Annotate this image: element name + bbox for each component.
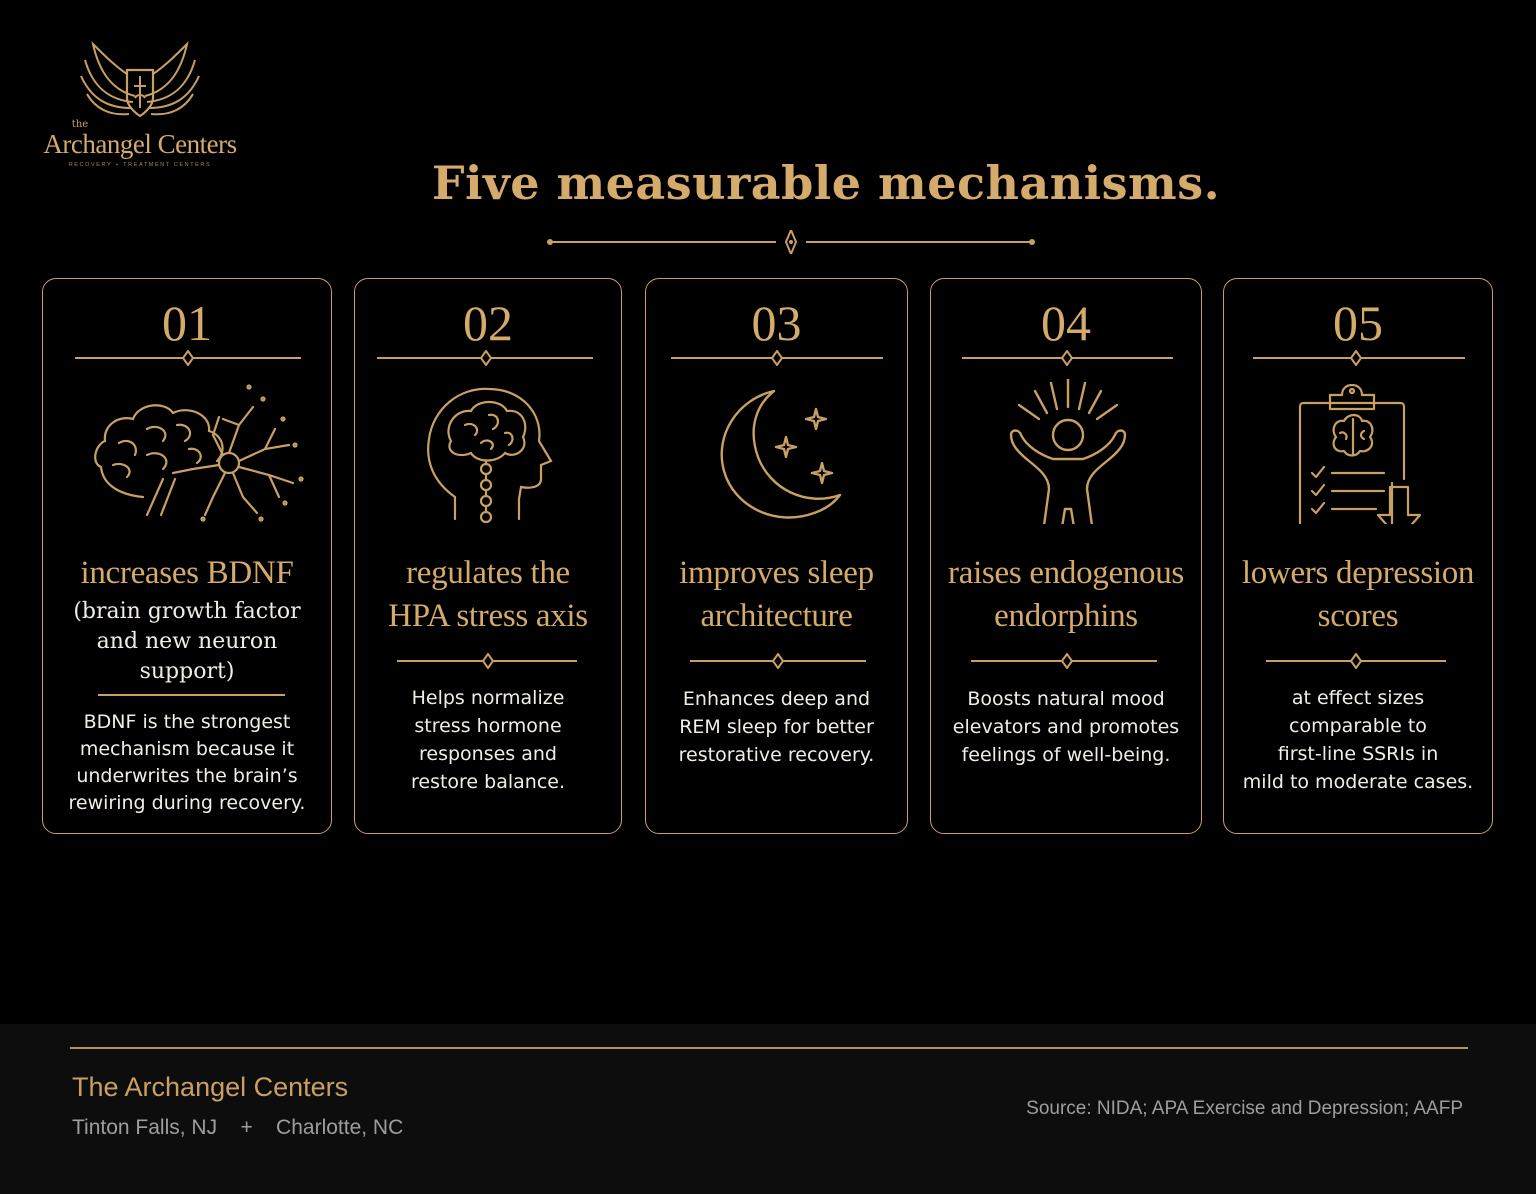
card-body-line: Boosts natural mood (967, 688, 1165, 710)
card-body-line: Helps normalize (411, 687, 565, 709)
card-heading: scores (1317, 598, 1399, 634)
card-ornament (931, 350, 1203, 366)
card-body-line: responses and (419, 743, 557, 765)
card-body-line: first-line SSRIs in (1277, 743, 1439, 765)
card-heading: architecture (700, 598, 853, 634)
card-heading: improves sleep (679, 555, 874, 591)
card-heading: regulates the (406, 555, 570, 591)
card-divider (43, 687, 333, 703)
card-heading: raises endogenous (948, 555, 1184, 591)
card-body-line: restorative recovery. (678, 744, 875, 766)
location-separator: + (240, 1116, 253, 1139)
footer-org-name: The Archangel Centers (72, 1072, 349, 1102)
footer (0, 1024, 1536, 1194)
card-subtitle-line: support) (139, 659, 235, 684)
source-citation: Source: NIDA; APA Exercise and Depression; AAFP (1026, 1098, 1463, 1119)
card-number: 01 (162, 295, 212, 351)
card-heading: lowers depression (1241, 555, 1475, 591)
logo-small-text: the (71, 119, 89, 130)
card-subtitle-line: (brain growth factor (73, 599, 301, 624)
card-body-line: mechanism because it (79, 738, 295, 760)
footer-divider (70, 1047, 1468, 1049)
card-number: 02 (463, 295, 513, 351)
card-body-line: elevators and promotes (952, 716, 1180, 738)
card-body-line: restore balance. (410, 771, 566, 793)
card-body-line: at effect sizes (1291, 687, 1425, 709)
mechanism-card-3 (645, 278, 908, 834)
card-heading: HPA stress axis (388, 598, 588, 634)
card-ornament (43, 350, 333, 366)
card-heading: increases BDNF (80, 555, 294, 591)
clipboard-brain-down-arrow-icon (1224, 379, 1494, 524)
card-number: 03 (751, 295, 802, 351)
card-body-line: mild to moderate cases. (1242, 771, 1474, 793)
card-body-line: comparable to (1289, 715, 1427, 737)
card-subtitle-line: and new neuron (96, 629, 278, 654)
card-number: 04 (1041, 295, 1091, 351)
card-ornament (1224, 350, 1494, 366)
footer-locations (72, 1116, 403, 1140)
moon-stars-icon (646, 379, 909, 524)
card-ornament (355, 653, 623, 669)
logo-name: Archangel Centers (43, 129, 237, 159)
card-body-line: feelings of well-being. (961, 744, 1171, 766)
brain-neuron-icon (43, 379, 333, 524)
card-body-line: stress hormone (414, 715, 562, 737)
mechanism-card-4 (930, 278, 1202, 834)
logo-tagline: RECOVERY + TREATMENT CENTERS (68, 162, 212, 168)
card-ornament (646, 350, 909, 366)
mechanism-card-1 (42, 278, 332, 834)
head-brain-spine-icon (355, 379, 623, 524)
card-body (941, 685, 1191, 769)
card-body (1234, 684, 1482, 796)
brand-logo (40, 36, 240, 176)
page-title: Five measurable mechanisms. (431, 156, 1221, 210)
card-ornament (931, 653, 1203, 669)
card-body-line: rewiring during recovery. (68, 792, 306, 814)
card-body (53, 709, 321, 817)
card-body (365, 684, 611, 796)
location-charlotte: Charlotte, NC (276, 1116, 404, 1139)
card-ornament (355, 350, 623, 366)
card-heading: endorphins (994, 598, 1138, 634)
card-body-line: BDNF is the strongest (83, 711, 291, 733)
location-tinton-falls: Tinton Falls, NJ (72, 1116, 218, 1139)
card-number: 05 (1333, 295, 1383, 351)
title-divider (546, 230, 1036, 254)
joyful-person-icon (931, 379, 1203, 524)
card-body-line: REM sleep for better (679, 716, 874, 738)
mechanism-card-5 (1223, 278, 1493, 834)
card-body (656, 685, 897, 769)
card-ornament (646, 653, 909, 669)
card-body-line: Enhances deep and (682, 688, 871, 710)
winged-crest-icon (65, 36, 215, 122)
mechanism-card-2 (354, 278, 622, 834)
card-body-line: underwrites the brain’s (76, 765, 298, 787)
card-ornament (1224, 653, 1494, 669)
